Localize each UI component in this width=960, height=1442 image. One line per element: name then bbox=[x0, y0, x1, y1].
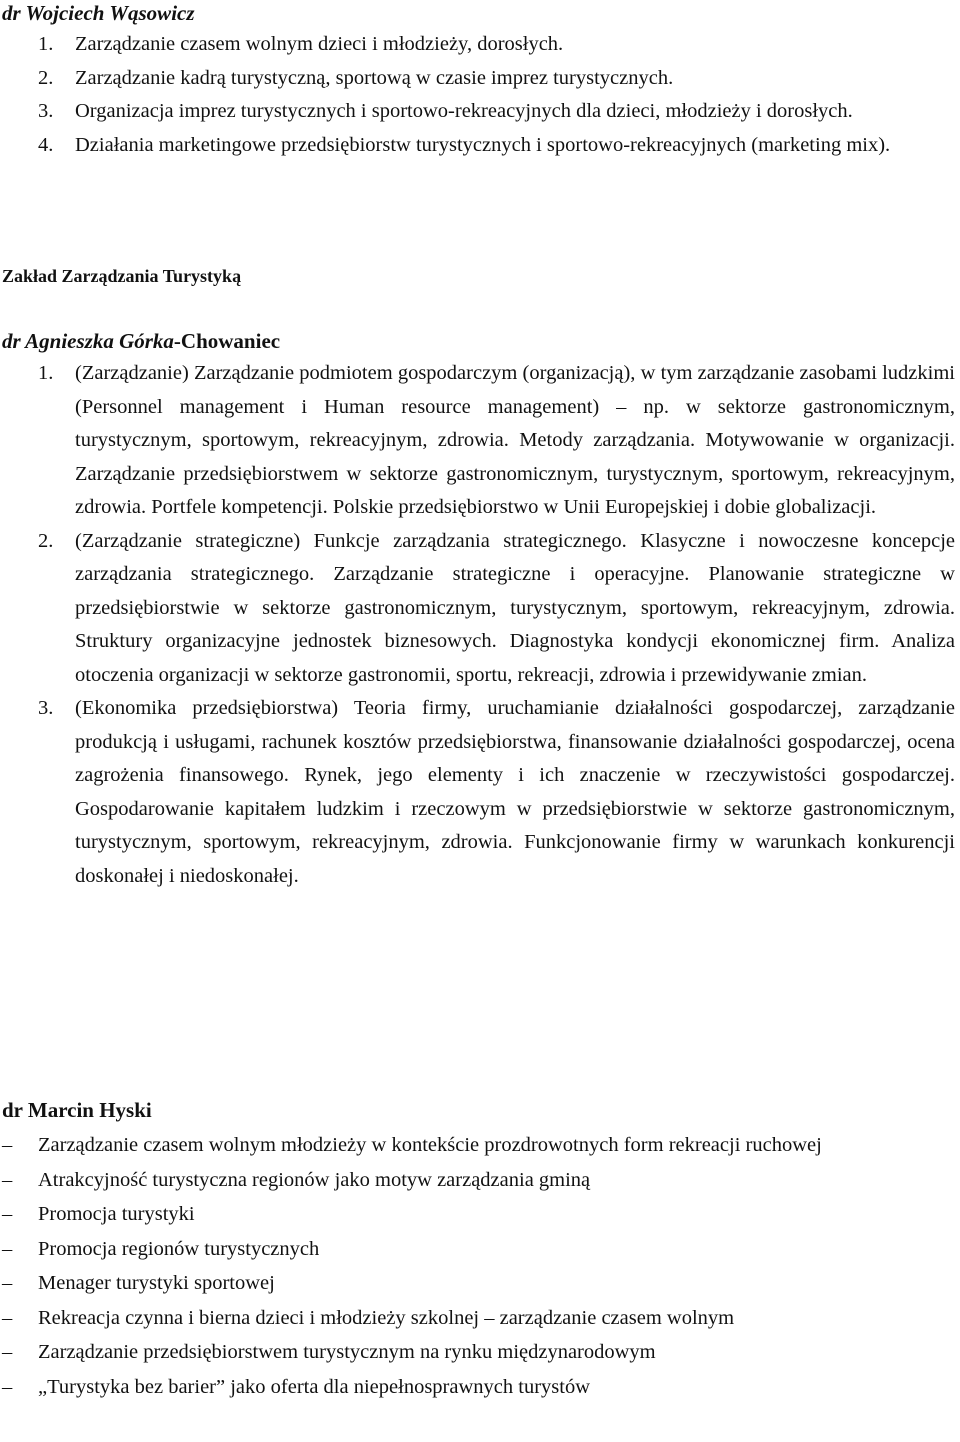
dash-bullet: – bbox=[2, 1237, 13, 1260]
item-number: 4. bbox=[38, 133, 54, 156]
item-text: Menager turystyki sportowej bbox=[38, 1272, 275, 1294]
topic-list-hyski bbox=[0, 1128, 955, 1404]
list-item bbox=[0, 1370, 955, 1405]
list-item bbox=[0, 1266, 955, 1301]
list-item bbox=[0, 1197, 955, 1232]
topic-list-gorka-chowaniec bbox=[0, 357, 955, 893]
item-text: Promocja turystyki bbox=[38, 1203, 195, 1225]
author-name: dr Marcin Hyski bbox=[2, 1098, 152, 1122]
dash-bullet: – bbox=[2, 1375, 13, 1398]
item-text: Zarządzanie czasem wolnym dzieci i młodzieży, dorosłych. bbox=[75, 33, 564, 55]
item-text: Zarządzanie kadrą turystyczną, sportową w czasie imprez turystycznych. bbox=[75, 66, 674, 89]
list-item bbox=[0, 1163, 955, 1198]
list-item bbox=[0, 129, 955, 163]
item-text: Działania marketingowe przedsiębiorstw turystycznych i sportowo-rekreacyjnych (marketing mix). bbox=[75, 133, 891, 156]
item-number: 2. bbox=[38, 66, 54, 89]
item-text: Organizacja imprez turystycznych i sportowo-rekreacyjnych dla dzieci, młodzieży i dorosłych. bbox=[75, 100, 853, 122]
list-item bbox=[0, 1335, 955, 1370]
list-item bbox=[0, 1232, 955, 1267]
list-item bbox=[0, 357, 955, 525]
list-item bbox=[0, 28, 880, 62]
item-text: (Ekonomika przedsiębiorstwa) Teoria firmy, uruchamianie działalności gospodarczej, zarządzanie produkcją i usługami, rachunek kosztów przedsiębiorstwa, finansowanie działalności gospodarczej, ocena zagrożenia finansowego. Rynek, jego elementy i ich znaczenie w rzeczywistości gospodarczej. Gospodarowanie kapitałem ludzkim i rzeczowym w przedsiębiorstwie w sektorze gastronomicznym, turystycznym, sportowym, rekreacyjnym, zdrowia. Funkcjonowanie firmy w warunkach konkurencji doskonałej i niedoskonałej. bbox=[75, 697, 955, 887]
author-heading-gorka-chowaniec bbox=[2, 328, 280, 354]
dash-bullet: – bbox=[2, 1306, 13, 1329]
author-name-rest: -Chowaniec bbox=[173, 329, 281, 353]
item-text: Rekreacja czynna i bierna dzieci i młodzieży szkolnej – zarządzanie czasem wolnym bbox=[38, 1306, 735, 1329]
list-item bbox=[0, 692, 955, 893]
item-text: Promocja regionów turystycznych bbox=[38, 1237, 320, 1260]
topic-list-wasowicz bbox=[0, 28, 955, 162]
item-text: (Zarządzanie) Zarządzanie podmiotem gospodarczym (organizacją), w tym zarządzanie zasobami ludzkimi (Personnel management i Human resource management) – np. w sektorze gastronomicznym, turystycznym, sportowym, rekreacyjnym, zdrowia. Metody zarządzania. Motywowanie w organizacji. Zarządzanie przedsiębiorstwem w sektorze gastronomicznym, turystycznym, sportowym, rekreacyjnym, zdrowia. Portfele kompetencji. Polskie przedsiębiorstwo w Unii Europejskiej i dobie globalizacji. bbox=[75, 362, 955, 518]
department-title: Zakład Zarządzania Turystyką bbox=[2, 266, 242, 286]
item-number: 1. bbox=[38, 362, 54, 384]
item-number: 1. bbox=[38, 33, 54, 55]
author-heading-wasowicz bbox=[2, 0, 195, 26]
item-number: 3. bbox=[38, 697, 54, 719]
item-number: 3. bbox=[38, 100, 54, 122]
dash-bullet: – bbox=[2, 1272, 13, 1294]
item-number: 2. bbox=[38, 529, 54, 552]
dash-bullet: – bbox=[2, 1203, 13, 1225]
list-item bbox=[0, 1301, 955, 1336]
author-name-italic: dr Agnieszka Górka bbox=[2, 329, 174, 353]
author-heading-hyski bbox=[2, 1097, 152, 1123]
item-text: „Turystyka bez barier” jako oferta dla niepełnosprawnych turystów bbox=[38, 1375, 590, 1398]
dash-bullet: – bbox=[2, 1168, 13, 1191]
list-item bbox=[0, 95, 955, 129]
dash-bullet: – bbox=[2, 1341, 13, 1363]
item-text: Atrakcyjność turystyczna regionów jako motyw zarządzania gminą bbox=[38, 1168, 591, 1191]
item-text: Zarządzanie czasem wolnym młodzieży w kontekście prozdrowotnych form rekreacji ruchowej bbox=[38, 1134, 822, 1156]
item-text: Zarządzanie przedsiębiorstwem turystycznym na rynku międzynarodowym bbox=[38, 1341, 656, 1363]
author-name: dr Wojciech Wąsowicz bbox=[2, 1, 195, 25]
list-item bbox=[0, 1128, 955, 1163]
dash-bullet: – bbox=[2, 1134, 13, 1156]
list-item bbox=[0, 525, 955, 693]
item-text: (Zarządzanie strategiczne) Funkcje zarządzania strategicznego. Klasyczne i nowoczesne koncepcje zarządzania strategicznego. Zarządzanie strategiczne i operacyjne. Planowanie strategiczne w przedsiębiorstwie w sektorze gastronomicznym, turystycznym, sportowym, rekreacyjnym, zdrowia. Struktury organizacyjne jednostek biznesowych. Diagnostyka kondycji ekonomicznej firm. Analiza otoczenia organizacji w sektorze gastronomii, sportu, rekreacji, zdrowia i przewidywanie zmian. bbox=[75, 529, 955, 686]
list-item bbox=[0, 62, 880, 96]
